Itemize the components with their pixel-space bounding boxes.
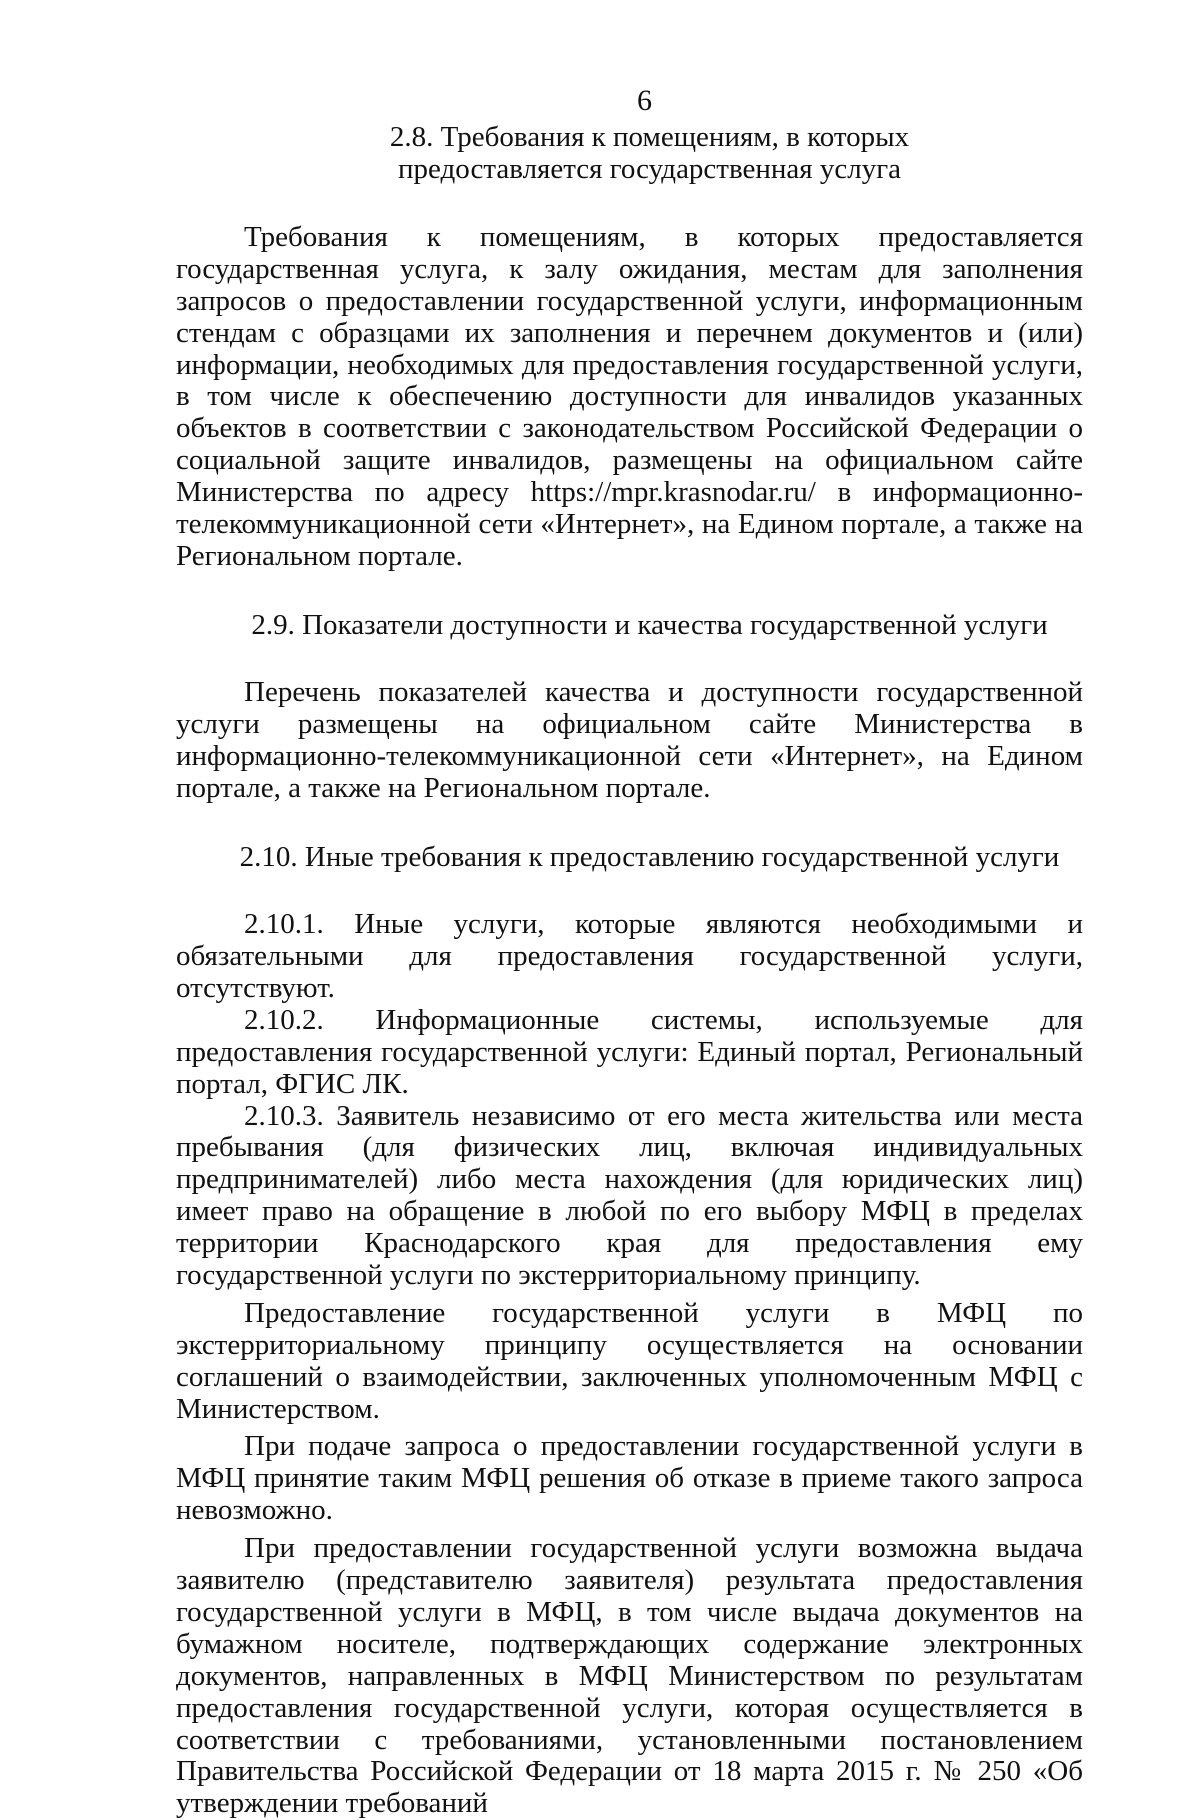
section-2-9-paragraph: Перечень показателей качества и доступности государственной услуги размещены на официальном сайте Министерства в информационно-телекоммуникационной сети «Интернет», на Едином портале, а также на Региональном портале.: [176, 676, 1083, 804]
section-2-10-2-paragraph: 2.10.2. Информационные системы, используемые для предоставления государственной услуги: Единый портал, Региональный портал, ФГИС ЛК.: [176, 1003, 1083, 1100]
page-number: 6: [637, 84, 652, 117]
extraterritorial-paragraph: Предоставление государственной услуги в МФЦ по экстерриториальному принципу осуществляется на основании соглашений о взаимодействии, заключенных уполномоченным МФЦ с Министерством.: [176, 1296, 1083, 1425]
section-2-10-1-paragraph: 2.10.1. Иные услуги, которые являются необходимыми и обязательными для предоставления государственной услуги, отсутствуют.: [176, 908, 1083, 1005]
section-2-8-paragraph: Требования к помещениям, в которых предоставляется государственная услуга, к залу ожидания, местам для заполнения запросов о предоставлении государственной услуги, информационным стендам с образцами их заполнения и перечнем документов и (или) информации, необходимых для предоставления государственной услуги, в том числе к обеспечению доступности для инвалидов указанных объектов в соответствии с законодательством Российской Федерации о социальной защите инвалидов, размещены на официальном сайте Министерства по адресу https://mpr.krasnodar.ru/ в информационно-телекоммуникационной сети «Интернет», на Едином портале, а также на Региональном портале.: [176, 220, 1083, 572]
section-2-10-3-paragraph: 2.10.3. Заявитель независимо от его места жительства или места пребывания (для физических лиц, включая индивидуальных предпринимателей) либо места нахождения (для юридических лиц) имеет право на обращение в любой по его выбору МФЦ в пределах территории Краснодарского края для предоставления ему государственной услуги по экстерриториальному принципу.: [176, 1099, 1083, 1292]
result-issuance-paragraph: При предоставлении государственной услуги возможна выдача заявителю (представителю заявителя) результата предоставления государственной услуги в МФЦ, в том числе выдача документов на бумажном носителе, подтверждающих содержание электронных документов, направленных в МФЦ Министерством по результатам предоставления государственной услуги, которая осуществляется в соответствии с требованиями, установленными постановлением Правительства Российской Федерации от 18 марта 2015 г. № 250 «Об утверждении требований: [176, 1532, 1083, 1820]
refusal-paragraph: При подаче запроса о предоставлении государственной услуги в МФЦ принятие таким МФЦ решения об отказе в приеме такого запроса невозможно.: [176, 1430, 1083, 1527]
section-2-9-heading: 2.9. Показатели доступности и качества государственной услуги: [251, 608, 1048, 641]
section-2-10-heading: 2.10. Иные требования к предоставлению государственной услуги: [239, 840, 1060, 873]
section-2-8-heading: 2.8. Требования к помещениям, в которых предоставляется государственная услуга: [389, 121, 910, 186]
